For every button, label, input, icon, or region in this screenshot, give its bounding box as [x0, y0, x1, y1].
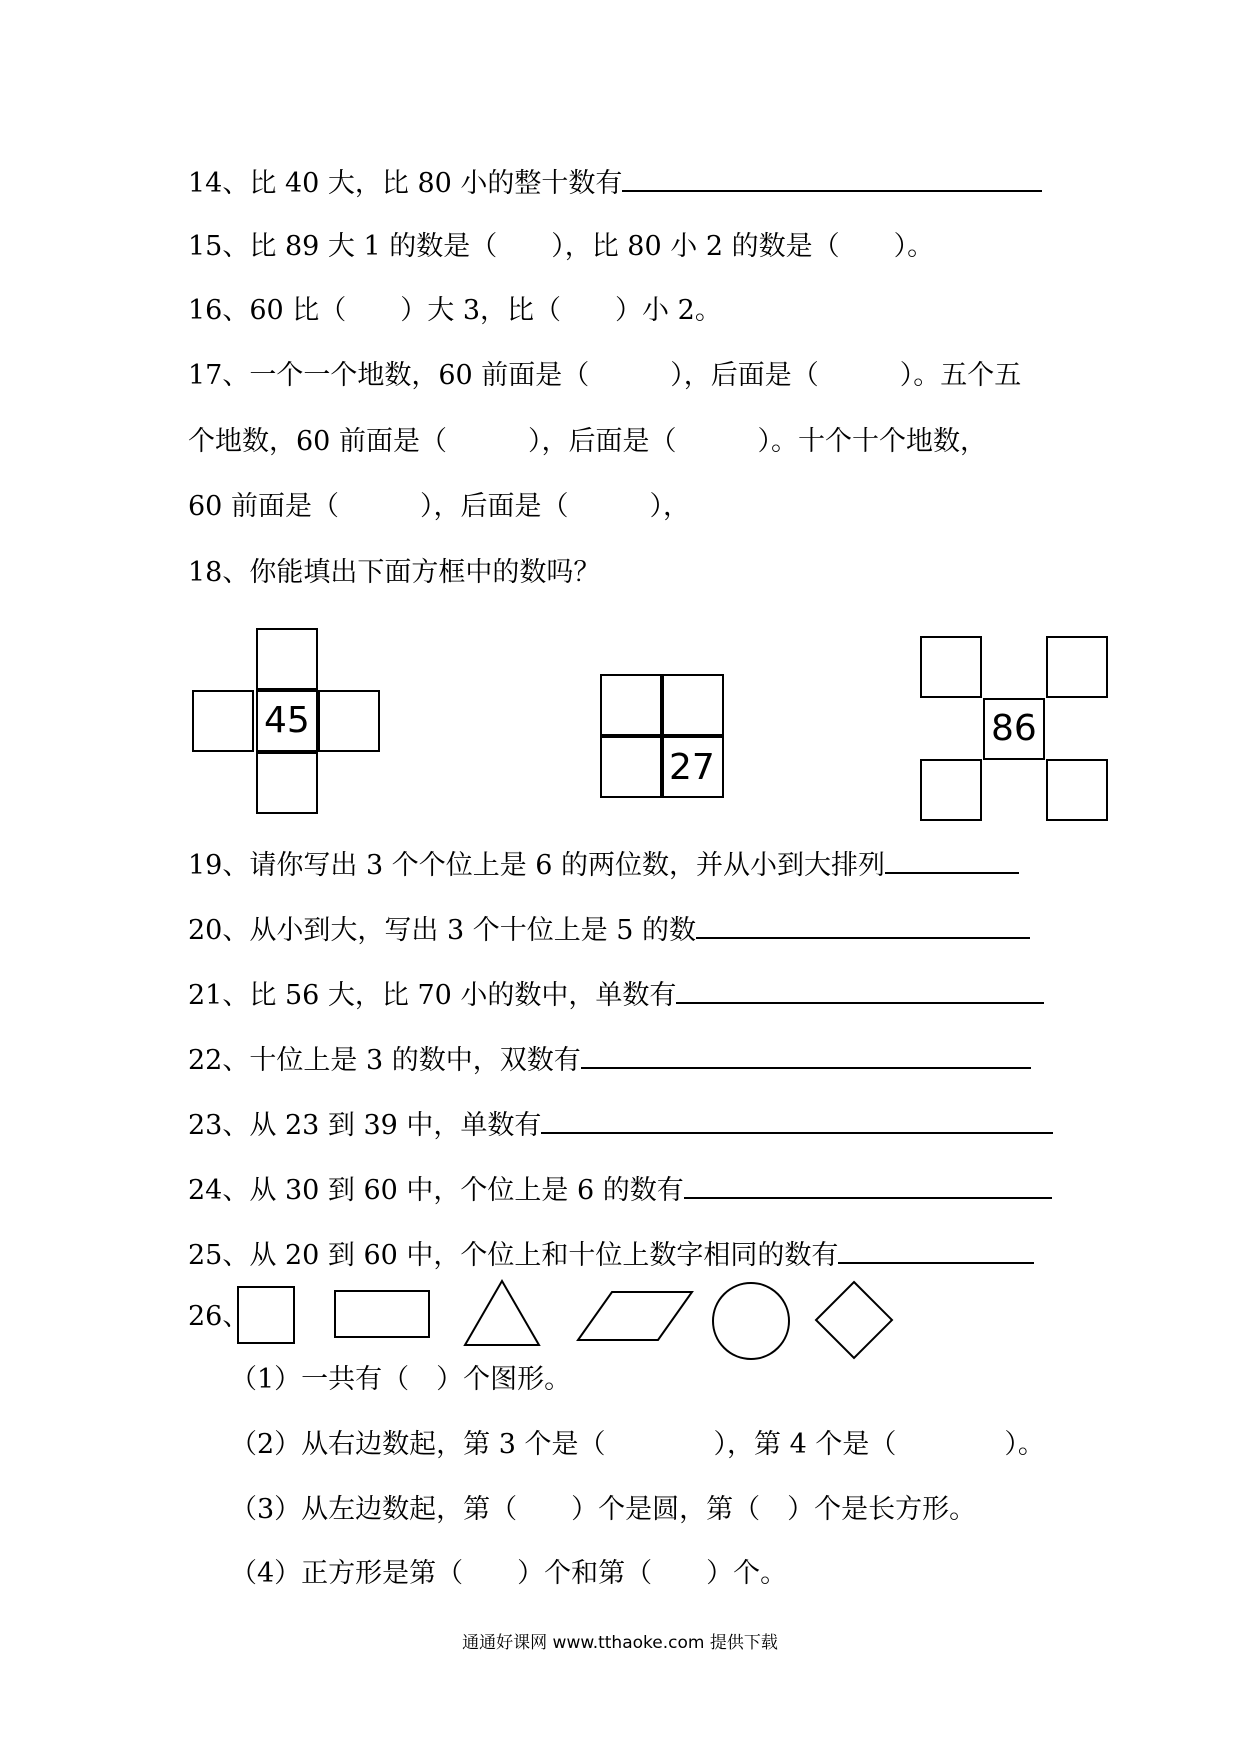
grid-3-value: 86: [991, 708, 1037, 749]
rectangle-icon: [334, 1290, 430, 1338]
grid-1-cell-right[interactable]: [318, 690, 380, 752]
question-25-text: 25、从 20 到 60 中，个位上和十位上数字相同的数有: [188, 1240, 839, 1271]
question-14: [188, 164, 1042, 201]
question-26-label: 26、: [188, 1301, 250, 1332]
answer-line-19[interactable]: [885, 846, 1019, 874]
grid-1-value: 45: [264, 700, 310, 741]
question-24: [188, 1171, 1052, 1208]
question-21-text: 21、比 56 大，比 70 小的数中，单数有: [188, 980, 677, 1011]
question-19-text: 19、请你写出 3 个个位上是 6 的两位数，并从小到大排列: [188, 850, 886, 881]
page-footer: 通通好课网 www.tthaoke.com 提供下载: [462, 1633, 778, 1653]
circle-icon: [712, 1282, 790, 1360]
diamond-icon: [814, 1280, 894, 1360]
answer-line-24[interactable]: [684, 1171, 1052, 1199]
answer-line-20[interactable]: [696, 911, 1030, 939]
question-25: [188, 1236, 1034, 1273]
question-21: [188, 976, 1044, 1013]
question-20-text: 20、从小到大，写出 3 个十位上是 5 的数: [188, 915, 697, 946]
answer-line-22[interactable]: [581, 1041, 1031, 1069]
grid-1-cell-top[interactable]: [256, 628, 318, 690]
question-14-text: 14、比 40 大，比 80 小的整十数有: [188, 168, 623, 199]
grid-3-cell-bottom-right[interactable]: [1046, 759, 1108, 821]
question-15: 15、比 89 大 1 的数是（ ），比 80 小 2 的数是（ ）。: [188, 231, 935, 262]
question-26-sub-4: （4）正方形是第（ ）个和第（ ）个。: [230, 1558, 788, 1589]
answer-line-21[interactable]: [676, 976, 1044, 1004]
triangle-icon: [462, 1278, 542, 1348]
question-26-sub-2: （2）从右边数起，第 3 个是（ ），第 4 个是（ ）。: [230, 1429, 1045, 1460]
question-19: [188, 846, 1019, 883]
square-icon: [237, 1286, 295, 1344]
answer-line-25[interactable]: [838, 1236, 1034, 1264]
question-17-line-3: 60 前面是（ ），后面是（ ），: [188, 491, 690, 522]
question-24-text: 24、从 30 到 60 中，个位上是 6 的数有: [188, 1175, 684, 1206]
question-23: [188, 1106, 1053, 1143]
grid-2-cell-top-right[interactable]: [662, 674, 724, 736]
grid-2-cell-top-left[interactable]: [600, 674, 662, 736]
grid-2-cell-bottom-left[interactable]: [600, 736, 662, 798]
answer-line-14[interactable]: [622, 164, 1042, 192]
question-26-sub-1: （1）一共有（ ）个图形。: [230, 1364, 572, 1395]
question-26-sub-3: （3）从左边数起，第（ ）个是圆，第（ ）个是长方形。: [230, 1494, 977, 1525]
grid-3-cell-top-right[interactable]: [1046, 636, 1108, 698]
question-23-text: 23、从 23 到 39 中，单数有: [188, 1110, 542, 1141]
grid-3-cell-top-left[interactable]: [920, 636, 982, 698]
question-17-line-1: 17、一个一个地数，60 前面是（ ），后面是（ ）。五个五: [188, 360, 1022, 391]
question-20: [188, 911, 1030, 948]
question-16: 16、60 比（ ）大 3，比（ ）小 2。: [188, 295, 722, 326]
question-22: [188, 1041, 1031, 1078]
parallelogram-icon: [576, 1290, 694, 1342]
grid-2-value: 27: [669, 747, 715, 788]
grid-3-cell-bottom-left[interactable]: [920, 759, 982, 821]
question-18: 18、你能填出下面方框中的数吗？: [188, 557, 601, 588]
question-22-text: 22、十位上是 3 的数中，双数有: [188, 1045, 581, 1076]
question-17-line-2: 个地数，60 前面是（ ），后面是（ ）。十个十个地数，: [188, 426, 987, 457]
grid-1-cell-bottom[interactable]: [256, 752, 318, 814]
grid-1-cell-left[interactable]: [192, 690, 254, 752]
answer-line-23[interactable]: [541, 1106, 1053, 1134]
